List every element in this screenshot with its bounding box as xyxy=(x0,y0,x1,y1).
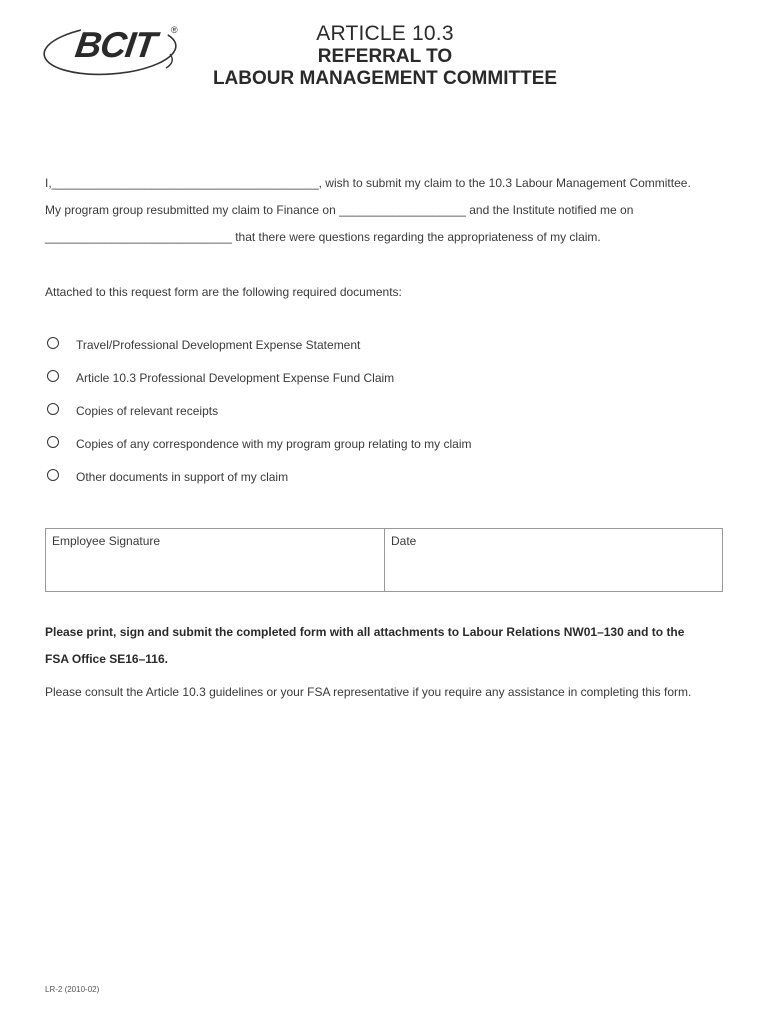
radio-circle-icon[interactable] xyxy=(47,469,59,481)
article-number: ARTICLE 10.3 xyxy=(316,22,454,45)
signature-table xyxy=(45,528,723,592)
svg-text:BCIT: BCIT xyxy=(72,24,159,65)
bcit-logo xyxy=(40,14,185,84)
registered-mark: ® xyxy=(171,25,178,35)
employee-signature-field[interactable] xyxy=(46,529,385,591)
form-code: LR-2 (2010-02) xyxy=(45,985,100,994)
notification-line: ____________________________ that there were questions regarding the appropriateness of my claim. xyxy=(45,230,601,244)
claim-statement-line: I,________________________________________, wish to submit my claim to the 10.3 Labour Management Committee. xyxy=(45,176,691,190)
radio-circle-icon[interactable] xyxy=(47,370,59,382)
employee-signature-label: Employee Signature xyxy=(52,534,161,548)
title-line-committee: LABOUR MANAGEMENT COMMITTEE xyxy=(212,68,558,89)
date-label: Date xyxy=(391,534,417,548)
submission-instructions-line2: FSA Office SE16–116. xyxy=(45,652,168,666)
bcit-logo-graphic xyxy=(40,14,185,84)
submission-instructions-line1: Please print, sign and submit the completed form with all attachments to Labour Relations NW01–130 and to the xyxy=(45,625,685,639)
document-label: Copies of any correspondence with my program group relating to my claim xyxy=(76,437,472,451)
date-field[interactable] xyxy=(385,529,722,591)
document-label: Copies of relevant receipts xyxy=(76,404,219,418)
radio-circle-icon[interactable] xyxy=(47,436,59,448)
consult-note: Please consult the Article 10.3 guidelines or your FSA representative if you require any assistance in completing this form. xyxy=(45,685,692,699)
radio-circle-icon[interactable] xyxy=(47,337,59,349)
document-label: Article 10.3 Professional Development Expense Fund Claim xyxy=(76,371,395,385)
resubmission-line: My program group resubmitted my claim to Finance on ___________________ and the Institute notified me on xyxy=(45,203,634,217)
attached-documents-intro: Attached to this request form are the following required documents: xyxy=(45,285,402,299)
title-line-referral: REFERRAL TO xyxy=(317,46,453,67)
form-title xyxy=(200,22,570,90)
radio-circle-icon[interactable] xyxy=(47,403,59,415)
document-label: Other documents in support of my claim xyxy=(76,470,289,484)
document-label: Travel/Professional Development Expense Statement xyxy=(76,338,361,352)
